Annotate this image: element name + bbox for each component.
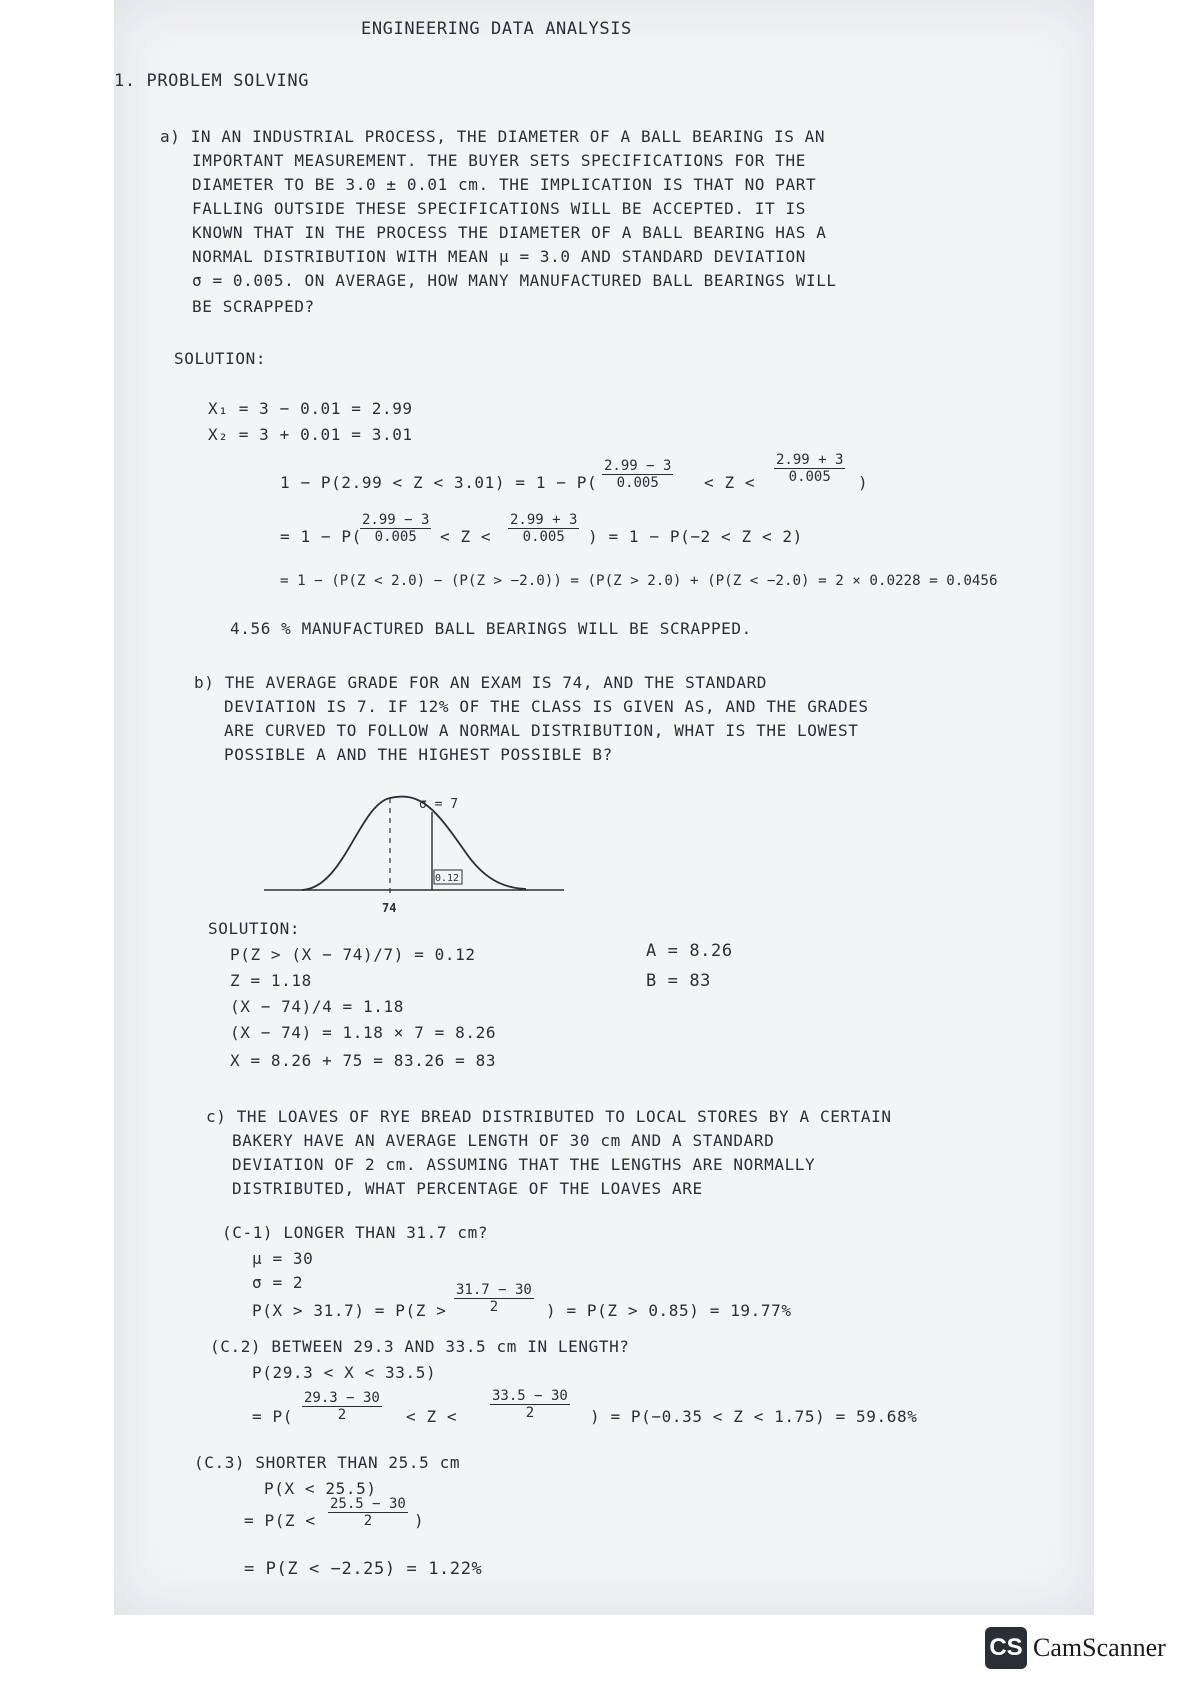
equation-a2-right: ) = 1 − P(−2 < Z < 2)	[588, 527, 803, 546]
c1-fraction: $\frac{31.7 - 30}{2}$	[456, 1282, 532, 1315]
c1-equation-right: ) = P(Z > 0.85) = 19.77%	[546, 1301, 792, 1320]
problem-b-line: ARE CURVED TO FOLLOW A NORMAL DISTRIBUTION, WHAT IS THE LOWEST	[224, 721, 859, 740]
c2-middle: < Z <	[406, 1407, 458, 1426]
c2-question: (C.2) BETWEEN 29.3 AND 33.5 cm IN LENGTH?	[210, 1337, 630, 1356]
equation-a1-left: 1 − P(2.99 < Z < 3.01) = 1 − P(	[280, 473, 598, 492]
result-b-value: B = 83	[646, 971, 712, 991]
equation-a1-fraction-2: $\frac{2.99 + 3}{0.005}$	[776, 452, 844, 485]
equation-a2-middle: < Z <	[440, 527, 492, 546]
problem-b-line: POSSIBLE A AND THE HIGHEST POSSIBLE B?	[224, 745, 613, 764]
solution-b-step: Z = 1.18	[230, 971, 312, 990]
problem-a-line: a) IN AN INDUSTRIAL PROCESS, THE DIAMETER OF A BALL BEARING IS AN	[160, 127, 826, 146]
equation-a1-middle: < Z <	[704, 473, 756, 492]
sketch-area-label: 0.12	[435, 873, 460, 884]
c3-result: = P(Z < −2.25) = 1.22%	[244, 1559, 483, 1579]
problem-a-line: FALLING OUTSIDE THESE SPECIFICATIONS WILL BE ACCEPTED. IT IS	[192, 199, 806, 218]
sketch-sigma-label: σ = 7	[419, 797, 459, 812]
sketch-mean-label: 74	[382, 901, 397, 915]
c3-equation-close: )	[414, 1511, 425, 1530]
answer-a: 4.56 % MANUFACTURED BALL BEARINGS WILL BE SCRAPPED.	[230, 619, 752, 638]
c2-equation-left: = P(	[252, 1407, 293, 1426]
c3-question: (C.3) SHORTER THAN 25.5 cm	[194, 1453, 461, 1472]
c2-probability: P(29.3 < X < 33.5)	[252, 1363, 437, 1382]
c1-question: (C-1) LONGER THAN 31.7 cm?	[222, 1223, 489, 1242]
equation-a2-left: = 1 − P(	[280, 527, 362, 546]
problem-c-line: DEVIATION OF 2 cm. ASSUMING THAT THE LENGTHS ARE NORMALLY	[232, 1155, 816, 1174]
c3-fraction: $\frac{25.5 - 30}{2}$	[330, 1496, 406, 1529]
sketch-curve	[302, 797, 526, 890]
problem-c-line: DISTRIBUTED, WHAT PERCENTAGE OF THE LOAVES ARE	[232, 1179, 703, 1198]
problem-c-line: c) THE LOAVES OF RYE BREAD DISTRIBUTED TO LOCAL STORES BY A CERTAIN	[206, 1107, 892, 1126]
equation-a2-fraction-1: $\frac{2.99 - 3}{0.005}$	[362, 512, 430, 545]
solution-b-step: X = 8.26 + 75 = 83.26 = 83	[230, 1051, 497, 1070]
problem-b-line: b) THE AVERAGE GRADE FOR AN EXAM IS 74, AND THE STANDARD	[194, 673, 768, 692]
c1-sigma: σ = 2	[252, 1273, 304, 1292]
result-a-value: A = 8.26	[646, 941, 733, 961]
x2-equation: X₂ = 3 + 0.01 = 3.01	[208, 425, 413, 444]
problem-a-line: KNOWN THAT IN THE PROCESS THE DIAMETER OF A BALL BEARING HAS A	[192, 223, 827, 242]
x1-equation: X₁ = 3 − 0.01 = 2.99	[208, 399, 413, 418]
problem-b-line: DEVIATION IS 7. IF 12% OF THE CLASS IS GIVEN AS, AND THE GRADES	[224, 697, 869, 716]
problem-a-line: BE SCRAPPED?	[192, 297, 315, 316]
equation-a2-fraction-2: $\frac{2.99 + 3}{0.005}$	[510, 512, 578, 545]
c1-mu: μ = 30	[252, 1249, 314, 1268]
c3-equation-left: = P(Z <	[244, 1511, 316, 1530]
solution-b-step: (X − 74) = 1.18 × 7 = 8.26	[230, 1023, 497, 1042]
problem-a-line: IMPORTANT MEASUREMENT. THE BUYER SETS SPECIFICATIONS FOR THE	[192, 151, 806, 170]
camscanner-name: CamScanner	[1033, 1633, 1166, 1662]
problem-a-line: DIAMETER TO BE 3.0 ± 0.01 cm. THE IMPLICATION IS THAT NO PART	[192, 175, 817, 194]
equation-a1-fraction-1: $\frac{2.99 - 3}{0.005}$	[604, 458, 672, 491]
normal-curve-sketch	[264, 790, 574, 920]
section-heading: 1. PROBLEM SOLVING	[114, 71, 310, 91]
solution-b-step: (X − 74)/4 = 1.18	[230, 997, 404, 1016]
page-title: ENGINEERING DATA ANALYSIS	[361, 19, 632, 39]
problem-c-line: BAKERY HAVE AN AVERAGE LENGTH OF 30 cm AND A STANDARD	[232, 1131, 775, 1150]
solution-a-label: SOLUTION:	[174, 349, 267, 368]
c2-fraction-1: $\frac{29.3 - 30}{2}$	[304, 1390, 380, 1423]
camscanner-watermark	[985, 1627, 1166, 1669]
problem-a-line: NORMAL DISTRIBUTION WITH MEAN μ = 3.0 AND STANDARD DEVIATION	[192, 247, 806, 266]
scanned-page	[114, 0, 1094, 1615]
c3-probability: P(X < 25.5)	[264, 1479, 377, 1498]
solution-b-label: SOLUTION:	[208, 919, 301, 938]
solution-b-step: P(Z > (X − 74)/7) = 0.12	[230, 945, 476, 964]
equation-a3: = 1 − (P(Z < 2.0) − (P(Z > −2.0)) = (P(Z > 2.0) + (P(Z < −2.0) = 2 × 0.0228 = 0.0456	[280, 573, 998, 589]
c2-equation-right: ) = P(−0.35 < Z < 1.75) = 59.68%	[590, 1407, 918, 1426]
problem-a-line: σ = 0.005. ON AVERAGE, HOW MANY MANUFACTURED BALL BEARINGS WILL	[192, 271, 837, 290]
equation-a1-close: )	[858, 473, 869, 492]
c1-equation-left: P(X > 31.7) = P(Z >	[252, 1301, 447, 1320]
camscanner-logo-icon: CS	[985, 1627, 1027, 1669]
c2-fraction-2: $\frac{33.5 - 30}{2}$	[492, 1388, 568, 1421]
